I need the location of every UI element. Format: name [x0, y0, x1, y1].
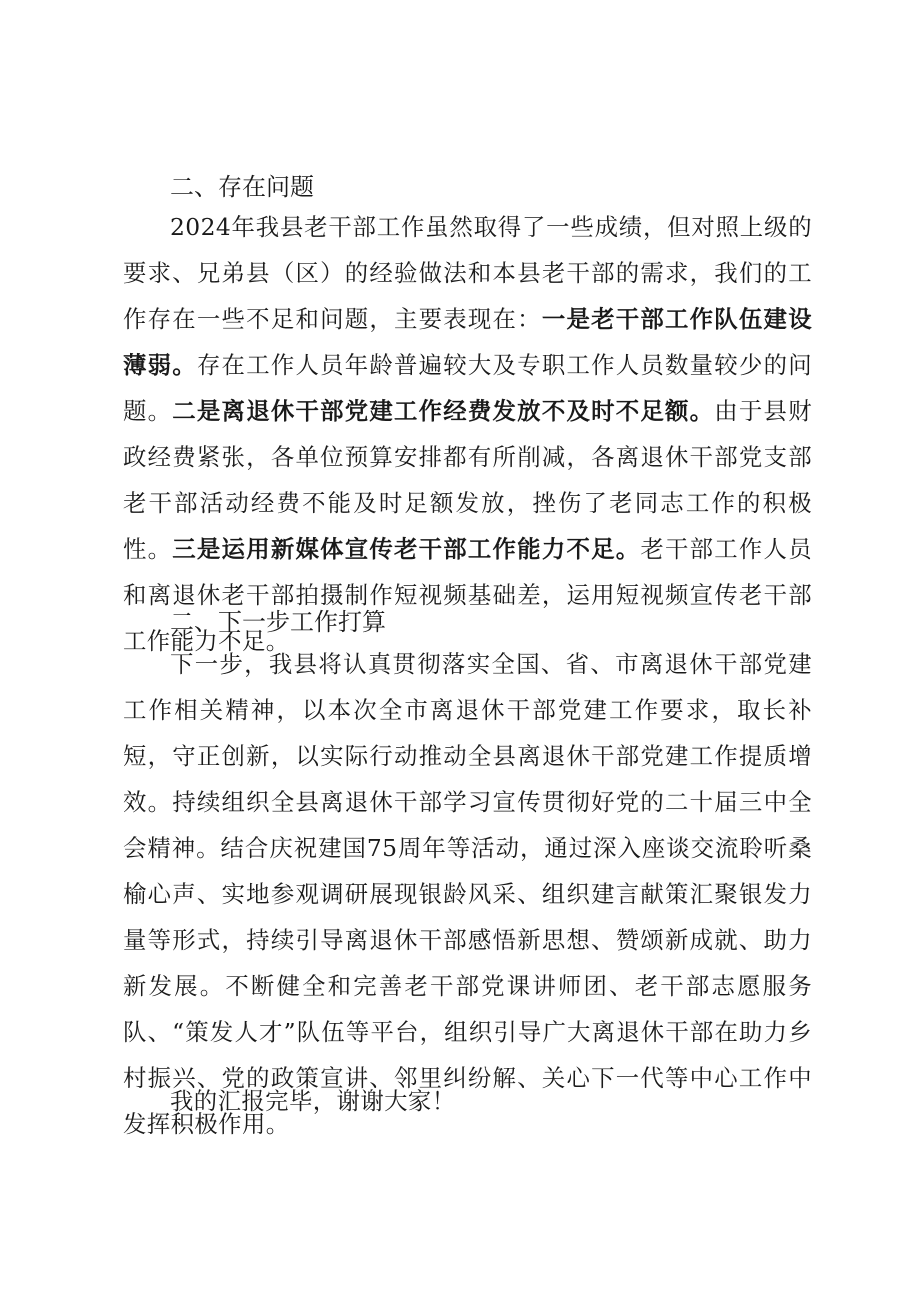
closing-remark: 我的汇报完毕，谢谢大家！ — [170, 1087, 456, 1115]
section-heading-problems: 二、存在问题 — [170, 173, 314, 201]
next-steps-paragraph: 下一步，我县将认真贯彻落实全国、省、市离退休干部党建工作相关精神，以本次全市离退休干部党建工作要求，取长补短，守正创新，以实际行动推动全县离退休干部党建工作提质增效。持续组织全县离退休干部学习宣传贯彻好党的二十届三中全会精神。结合庆祝建国75周年等活动，通过深入座谈交流聆听桑榆心声、实地参观调研展现银龄风采、组织建言献策汇聚银发力量等形式，持续引导离退休干部感悟新思想、赞颂新成就、助力新发展。不断健全和完善老干部党课讲师团、老干部志愿服务队、“策发人才”队伍等平台，组织引导广大离退休干部在助力乡村振兴、党的政策宣讲、邻里纠纷解、关心下一代等中心工作中发挥积极作用。 — [123, 650, 812, 1138]
problems-paragraph — [123, 204, 812, 664]
point-3-body: 老干部工作人员和离退休老干部拍摄制作短视频基础差，运用短视频宣传老干部工作能力不足。 — [123, 535, 812, 655]
point-1-body: 存在工作人员年龄普遍较大及专职工作人员数量较少的问题。 — [123, 351, 813, 425]
point-2-title: 二是离退休干部党建工作经费发放不及时不足额。 — [172, 397, 715, 425]
point-3-title: 三是运用新媒体宣传老干部工作能力不足。 — [172, 535, 641, 563]
point-1-title: 一是老干部工作队伍建设薄弱。 — [123, 305, 812, 379]
section-heading-next-steps: 二、下一步工作打算 — [170, 608, 386, 636]
problems-intro: 2024年我县老干部工作虽然取得了一些成绩，但对照上级的要求、兄弟县（区）的经验做法和本县老干部的需求，我们的工作存在一些不足和问题，主要表现在： — [123, 213, 812, 333]
point-2-body: 由于县财政经费紧张，各单位预算安排都有所削减，各离退休干部党支部老干部活动经费不能及时足额发放，挫伤了老同志工作的积极性。 — [123, 397, 812, 563]
